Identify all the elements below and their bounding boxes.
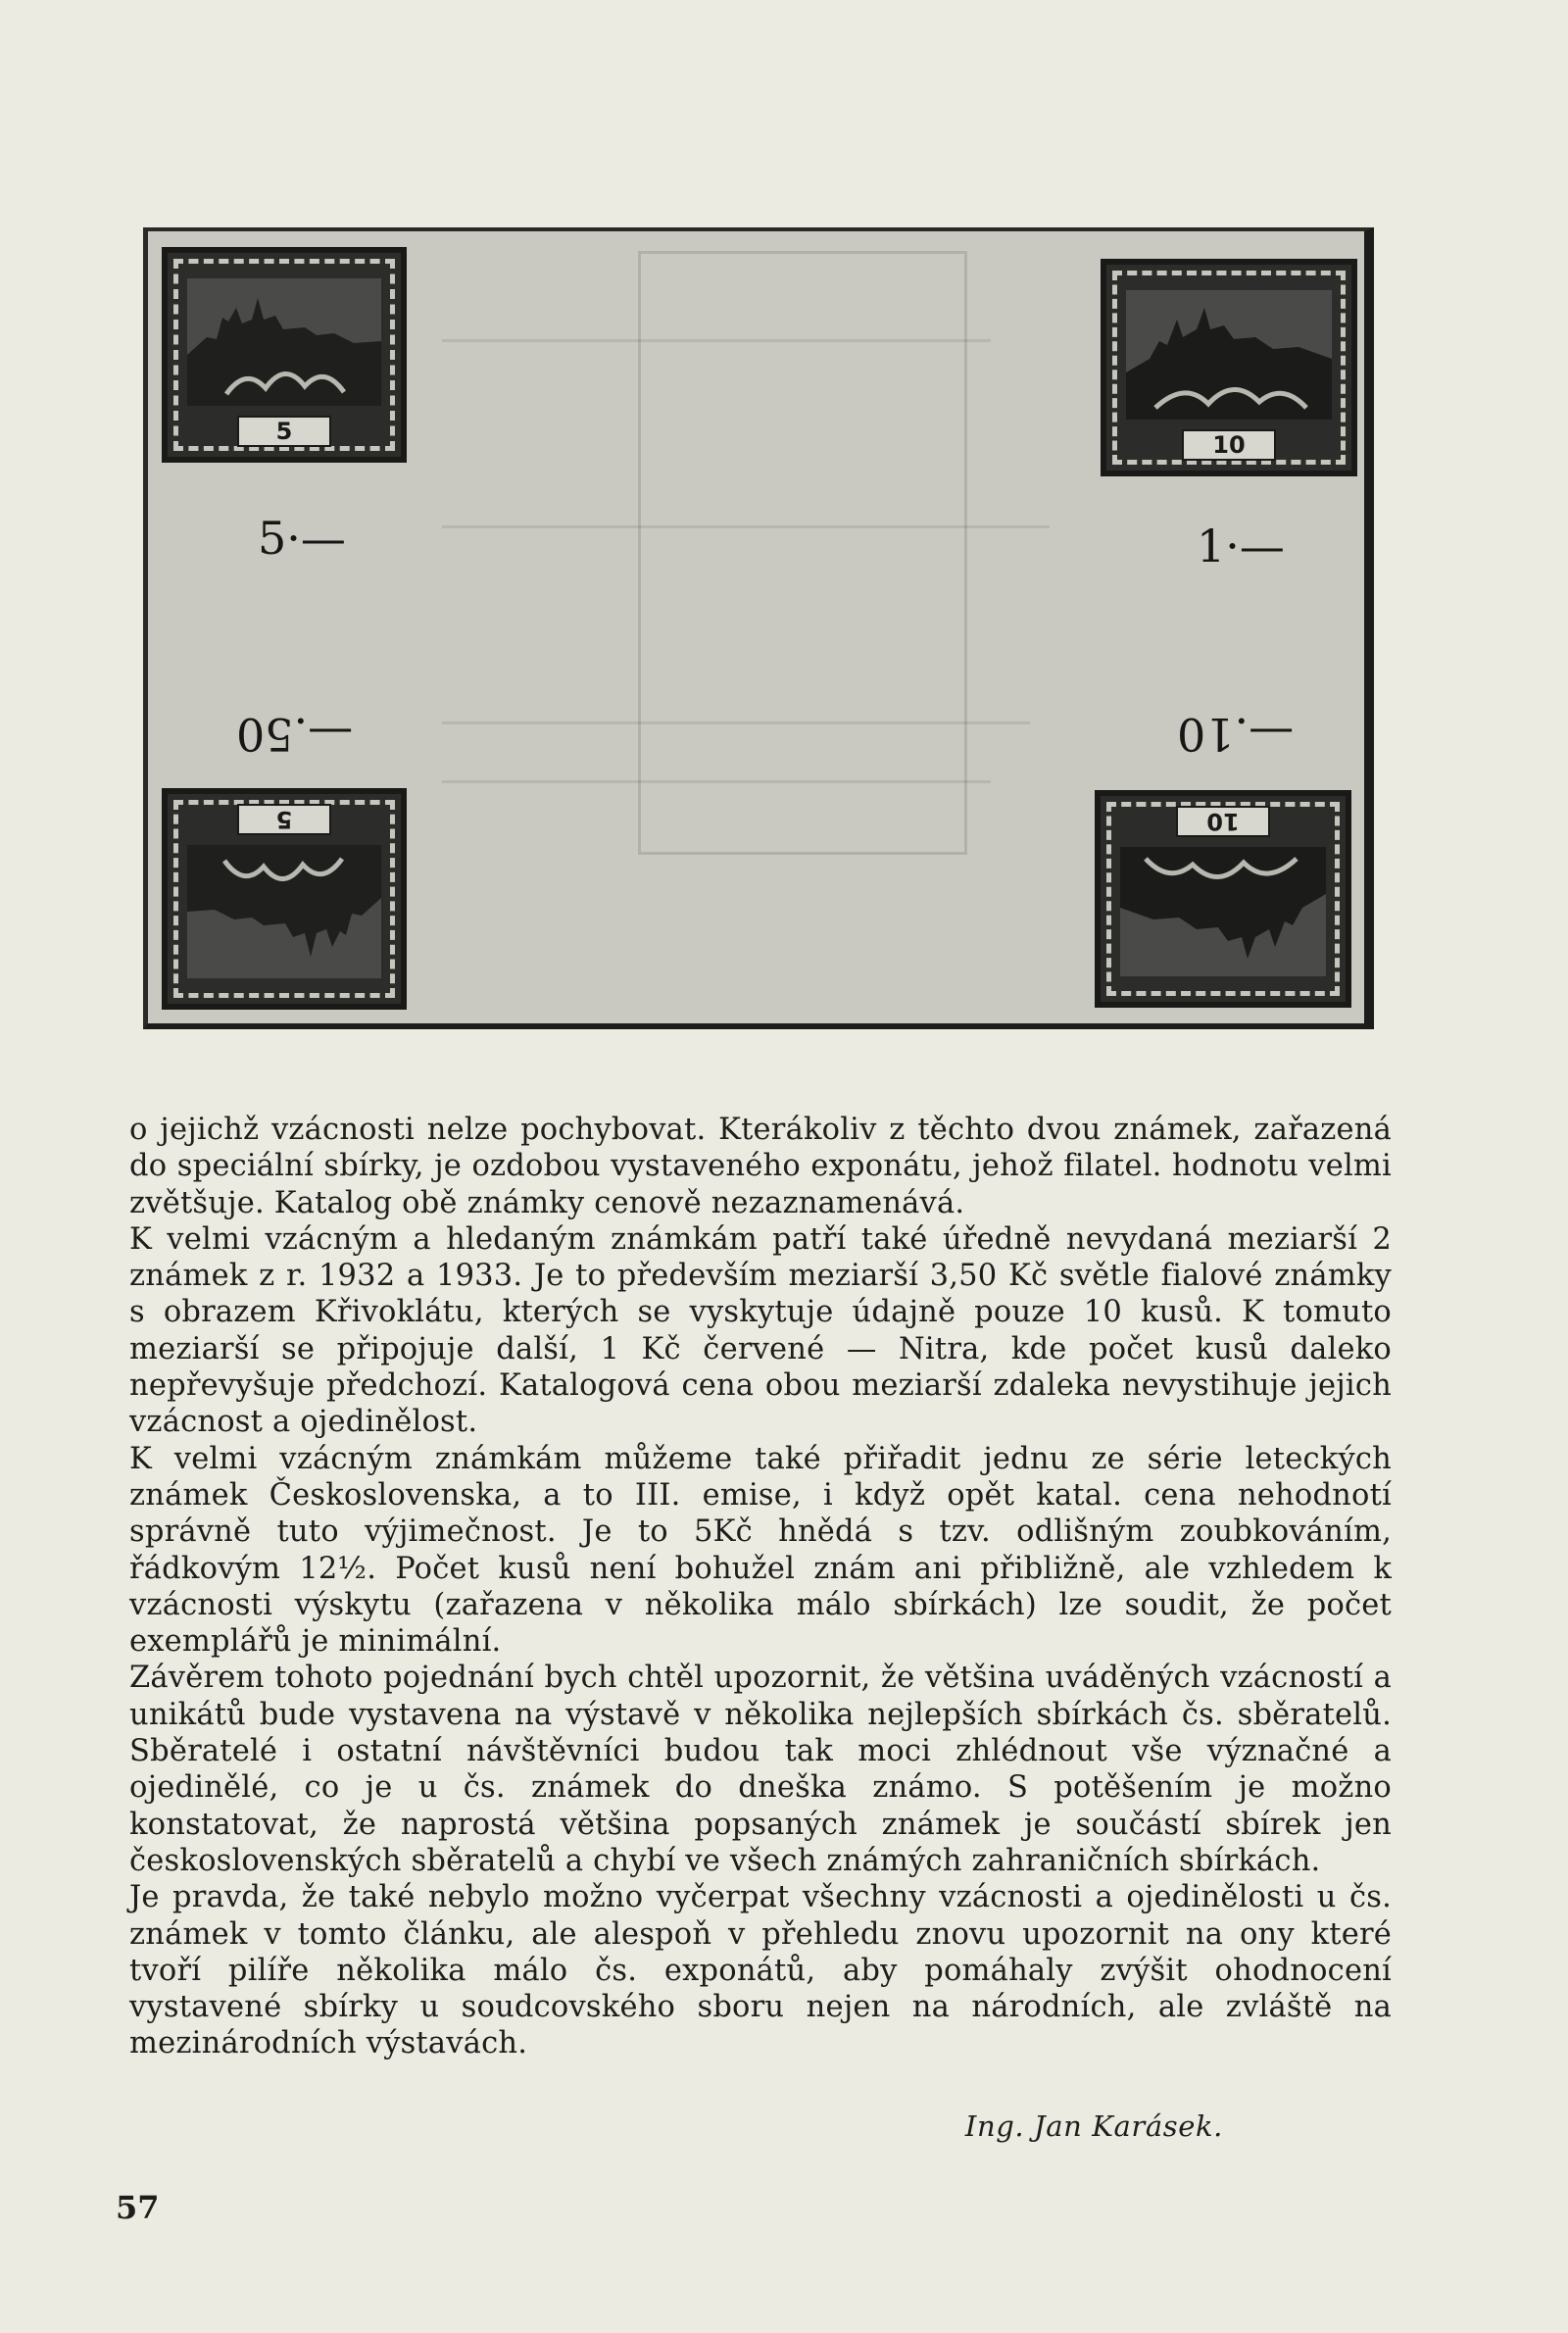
show-through-line bbox=[442, 525, 1050, 528]
margin-mark-top-left: 5·— bbox=[258, 512, 346, 565]
margin-mark-top-right: 1·— bbox=[1197, 520, 1285, 572]
castle-illustration bbox=[187, 278, 381, 406]
stamp-value: 5 bbox=[237, 804, 331, 835]
castle-illustration bbox=[1120, 847, 1326, 976]
margin-mark-bottom-right: —.10 bbox=[1177, 708, 1295, 761]
stamp-photo bbox=[143, 227, 1374, 1029]
paragraph: o jejichž vzácnosti nelze pochybovat. Kterákoliv z těchto dvou známek, zařazená do speciální sbírky, je ozdobou vystaveného exponátu, jehož filatel. hodnotu velmi zvětšuje. Katalog obě známky cenově nezaznamenává. bbox=[129, 1113, 1392, 1220]
stamp-value: 5 bbox=[237, 416, 331, 447]
castle-illustration bbox=[187, 845, 381, 978]
stamp-top-right bbox=[1101, 259, 1357, 476]
paragraph: K velmi vzácným známkám můžeme také přiřadit jednu ze série leteckých známek Československa, a to III. emise, i když opět katal. cena nehodnotí správně tuto výjimečnost. Je to 5Kč hnědá s tzv. odlišným zoubkováním, řádkovým 12½. Počet kusů není bohužel znám ani přibližně, ale vzhledem k vzácnosti výskytu (zařazena v několika málo sbírkách) lze soudit, že počet exemplářů je minimální. bbox=[129, 1441, 1392, 1660]
show-through-line bbox=[442, 780, 991, 783]
paragraph: K velmi vzácným a hledaným známkám patří také úředně nevydaná meziarší 2 známek z r. 1932 a 1933. Je to především meziarší 3,50 Kč světle fialové známky s obrazem Křivoklátu, kterých se vyskytuje údajně pouze 10 kusů. K tomuto meziarší se připojuje další, 1 Kč červené — Nitra, kde počet kusů daleko nepřevyšuje předchozí. Katalogová cena obou meziarší zdaleka nevystihuje jejich vzácnost a ojedinělost. bbox=[129, 1221, 1392, 1440]
article-body bbox=[129, 1112, 1392, 2062]
stamp-bottom-left bbox=[162, 788, 407, 1010]
paragraph: Závěrem tohoto pojednání bych chtěl upozornit, že většina uváděných vzácností a unikátů bude vystavena na výstavě v několika nejlepších sbírkách čs. sběratelů. Sběratelé i ostatní návštěvníci budou tak moci zhlédnout vše význačné a ojedinělé, co je u čs. známek do dneška známo. S potěšením je možno konstatovat, že naprostá většina popsaných známek je součástí sbírek jen československých sběratelů a chybí ve všech známých zahraničních sbírkách. bbox=[129, 1661, 1392, 1878]
page-number: 57 bbox=[116, 2189, 160, 2226]
stamp-bottom-right bbox=[1095, 790, 1351, 1008]
show-through-line bbox=[442, 721, 1030, 724]
stamp-value: 10 bbox=[1176, 806, 1270, 837]
castle-illustration bbox=[1126, 290, 1332, 420]
margin-mark-bottom-left: —.50 bbox=[236, 708, 354, 761]
paragraph: Je pravda, že také nebylo možno vyčerpat všechny vzácnosti a ojedinělosti u čs. známek v tomto článku, ale alespoň v přehledu znovu upozornit na ony které tvoří pilíře několika málo čs. exponátů, aby pomáhaly zvýšit ohodnocení vystavené sbírky u soudcovského sboru nejen na národních, ale zvláště na mezinárodních výstavách. bbox=[129, 1880, 1392, 2061]
author-signature: Ing. Jan Karásek. bbox=[964, 2110, 1223, 2143]
stamp-value: 10 bbox=[1182, 429, 1276, 461]
show-through-line bbox=[442, 339, 991, 342]
stamp-top-left bbox=[162, 247, 407, 463]
